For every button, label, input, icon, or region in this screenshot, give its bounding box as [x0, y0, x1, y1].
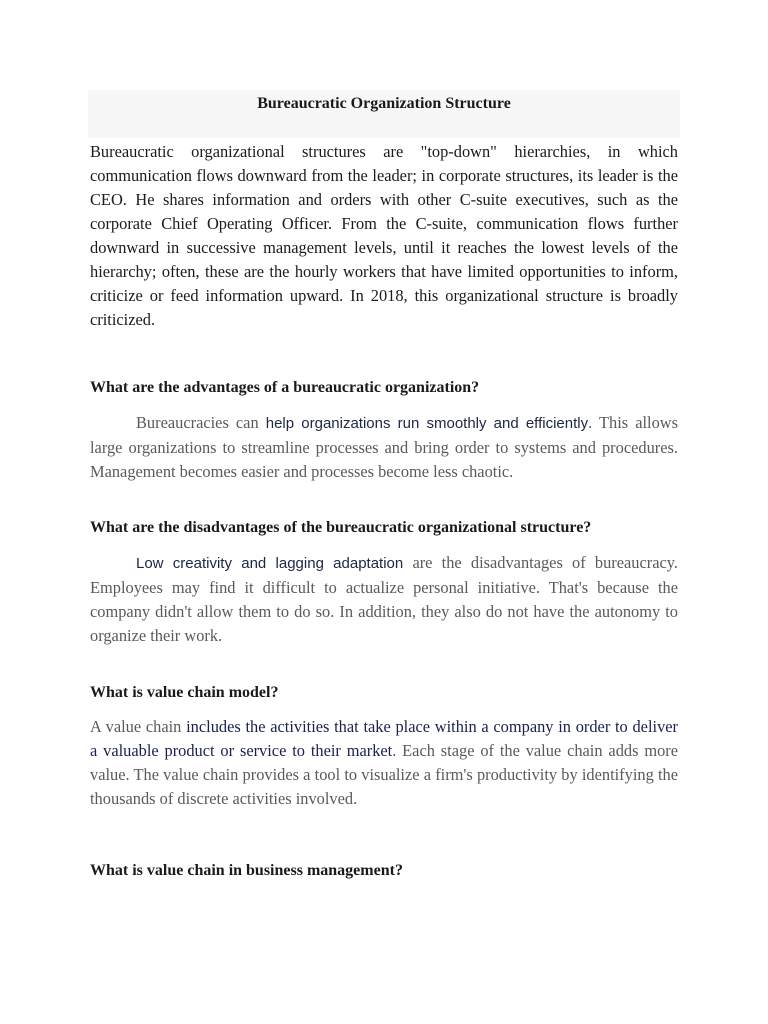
answer-advantages-highlight: help organizations run smoothly and efficiently: [265, 415, 589, 432]
answer-value-chain-model: [90, 715, 678, 811]
question-advantages: What are the advantages of a bureaucratic organization?: [90, 379, 480, 396]
answer-advantages-pre: Bureaucracies can: [136, 413, 266, 432]
answer-disadvantages-post: are the disadvantages of bureaucracy. Employees may find it difficult to actualize personal initiative. That's because the company didn't allow them to do so. In addition, they also do not have the autonomy to organize their work.: [90, 553, 678, 645]
answer-value-chain-highlight: includes the activities that take place within a company in order to deliver a valuable product or service to their market: [90, 717, 678, 760]
answer-value-chain-pre: A value chain: [90, 717, 187, 736]
question-value-chain-model: What is value chain model?: [90, 684, 279, 701]
answer-value-chain-post: . Each stage of the value chain adds more value. The value chain provides a tool to visualize a firm's productivity by identifying the thousands of discrete activities involved.: [90, 741, 678, 808]
intro-paragraph: Bureaucratic organizational structures are "top-down" hierarchies, in which communication flows downward from the leader; in corporate structures, its leader is the CEO. He shares information and orders with other C-suite executives, such as the corporate Chief Operating Officer. From the C-suite, communication flows further downward in successive management levels, until it reaches the lowest levels of the hierarchy; often, these are the hourly workers that have limited opportunities to inform, criticize or feed information upward. In 2018, this organizational structure is broadly criticized.: [90, 142, 678, 329]
document-title: Bureaucratic Organization Structure: [257, 95, 511, 112]
question-disadvantages: What are the disadvantages of the bureaucratic organizational structure?: [90, 519, 592, 536]
answer-advantages: [90, 411, 678, 484]
question-value-chain-business: What is value chain in business management?: [90, 862, 403, 879]
answer-disadvantages-highlight: Low creativity and lagging adaptation: [136, 555, 404, 572]
answer-disadvantages: [90, 551, 678, 648]
answer-advantages-post: . This allows large organizations to streamline processes and bring order to systems and procedures. Management becomes easier and processes become less chaotic.: [90, 413, 679, 481]
